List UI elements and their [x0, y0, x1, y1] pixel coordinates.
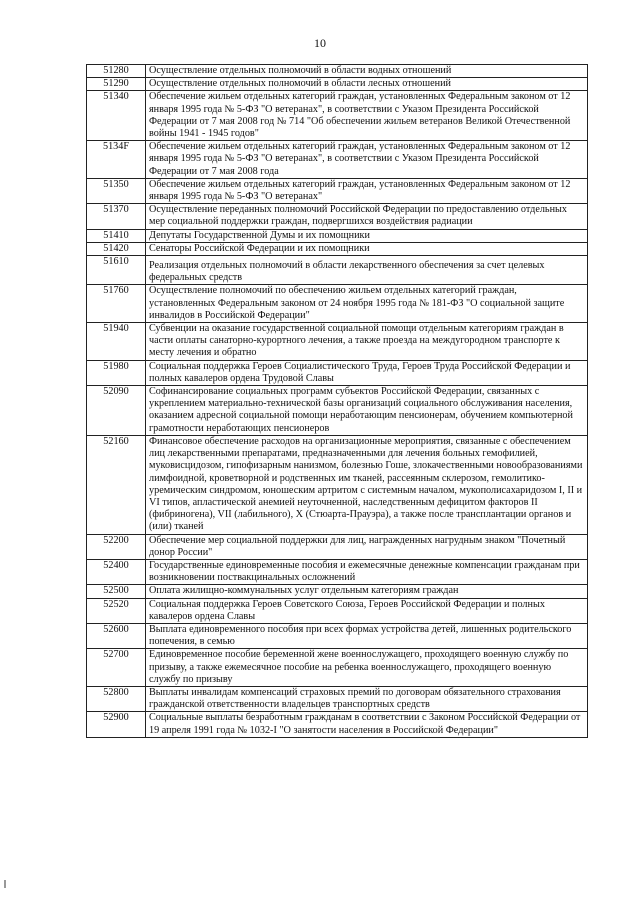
- row-description: Осуществление переданных полномочий Российской Федерации по предоставлению отдельных мер социальной поддержки граждан, подвергшихся воздействия радиации: [146, 204, 588, 229]
- table-row: [87, 386, 588, 436]
- table-row: [87, 242, 588, 255]
- row-description: Реализация отдельных полномочий в области лекарственного обеспечения за счет целевых федеральных средств: [146, 256, 588, 285]
- row-description: Социальная поддержка Героев Советского Союза, Героев Российской Федерации и полных кавалеров ордена Славы: [146, 598, 588, 623]
- row-description: Сенаторы Российской Федерации и их помощники: [146, 242, 588, 255]
- row-code: 51410: [87, 229, 146, 242]
- budget-code-table: [86, 64, 588, 738]
- table-row: [87, 141, 588, 179]
- row-code: 51370: [87, 204, 146, 229]
- row-code: 52520: [87, 598, 146, 623]
- row-description: Депутаты Государственной Думы и их помощники: [146, 229, 588, 242]
- row-description: Единовременное пособие беременной жене военнослужащего, проходящего военную службу по призыву, а также ежемесячное пособие на ребенка военнослужащего, проходящего военную службу по призыву: [146, 649, 588, 687]
- table-row: [87, 585, 588, 598]
- row-description: Осуществление отдельных полномочий в области водных отношений: [146, 65, 588, 78]
- table-row: [87, 323, 588, 361]
- row-code: 52700: [87, 649, 146, 687]
- row-code: 52800: [87, 686, 146, 711]
- row-code: 51760: [87, 285, 146, 323]
- table-row: [87, 559, 588, 584]
- row-description: Обеспечение жильем отдельных категорий граждан, установленных Федеральным законом от 12 января 1995 года № 5-ФЗ "О ветеранах", в соответствии с Указом Президента Российской Федерации от 7 мая 2008 года: [146, 141, 588, 179]
- row-code: 52200: [87, 534, 146, 559]
- page-number: 10: [314, 36, 326, 50]
- row-description: Софинансирование социальных программ субъектов Российской Федерации, связанных с укреплением материально-технической базы организаций социального обслуживания населения, оказанием адресной социальной помощи неработающим пенсионерам, обучением компьютерной грамотности неработающих пенсионеров: [146, 386, 588, 436]
- row-code: 52900: [87, 712, 146, 737]
- table-row: [87, 712, 588, 737]
- table-row: [87, 686, 588, 711]
- table-row: [87, 360, 588, 385]
- row-description: Оплата жилищно-коммунальных услуг отдельным категориям граждан: [146, 585, 588, 598]
- row-code: 51420: [87, 242, 146, 255]
- row-description: Выплата единовременного пособия при всех формах устройства детей, лишенных родительского попечения, в семью: [146, 623, 588, 648]
- row-code: 52160: [87, 435, 146, 534]
- row-description: Социальные выплаты безработным гражданам в соответствии с Законом Российской Федерации от 19 апреля 1991 года № 1032-I "О занятости населения в Российской Федерации": [146, 712, 588, 737]
- row-description: Выплаты инвалидам компенсаций страховых премий по договорам обязательного страхования гражданской ответственности владельцев транспортных средств: [146, 686, 588, 711]
- table-row: [87, 178, 588, 203]
- table-row: [87, 65, 588, 78]
- row-description: Субвенции на оказание государственной социальной помощи отдельным категориям граждан в части оплаты санаторно-курортного лечения, а также проезда на междугородном транспорте к месту лечения и обратно: [146, 323, 588, 361]
- row-code: 51290: [87, 78, 146, 91]
- table-row: [87, 229, 588, 242]
- row-code: 51610: [87, 256, 146, 285]
- table-row: [87, 204, 588, 229]
- row-description: Обеспечение жильем отдельных категорий граждан, установленных Федеральным законом от 12 января 1995 года № 5-ФЗ "О ветеранах": [146, 178, 588, 203]
- row-code: 52400: [87, 559, 146, 584]
- row-code: 52090: [87, 386, 146, 436]
- row-code: 51350: [87, 178, 146, 203]
- row-description: Государственные единовременные пособия и ежемесячные денежные компенсации гражданам при возникновении поствакцинальных осложнений: [146, 559, 588, 584]
- row-description: Социальная поддержка Героев Социалистического Труда, Героев Труда Российской Федерации и полных кавалеров ордена Трудовой Славы: [146, 360, 588, 385]
- table-row: [87, 78, 588, 91]
- table-row: [87, 435, 588, 534]
- table-row: [87, 285, 588, 323]
- table-row: [87, 91, 588, 141]
- table-row: [87, 534, 588, 559]
- table-row: [87, 623, 588, 648]
- table-row: [87, 649, 588, 687]
- row-description: Обеспечение мер социальной поддержки для лиц, награжденных нагрудным знаком "Почетный донор России": [146, 534, 588, 559]
- row-code: 51280: [87, 65, 146, 78]
- table-row: [87, 256, 588, 285]
- scan-artifact: [4, 880, 6, 888]
- row-code: 5134F: [87, 141, 146, 179]
- row-code: 51980: [87, 360, 146, 385]
- table-row: [87, 598, 588, 623]
- row-description: Осуществление отдельных полномочий в области лесных отношений: [146, 78, 588, 91]
- row-code: 51340: [87, 91, 146, 141]
- row-description: Осуществление полномочий по обеспечению жильем отдельных категорий граждан, установленных Федеральным законом от 24 ноября 1995 года № 181-ФЗ "О социальной защите инвалидов в Российской Федерации": [146, 285, 588, 323]
- row-code: 52600: [87, 623, 146, 648]
- row-description: Финансовое обеспечение расходов на организационные мероприятия, связанные с обеспечением лиц лекарственными препаратами, предназначенными для лечения больных гемофилией, муковисцидозом, гипофизарным нанизмом, болезнью Гоше, злокачественными новообразованиями лимфоидной, кроветворной и родственных им тканей, рассеянным склерозом, гемолитико-уремическим синдромом, юношеским артритом с системным началом, мукополисахаридозом I, II и VI типов, апластической анемией неуточненной, наследственным дефицитом факторов II (фибриногена), VII (лабильного), X (Стюарта-Прауэра), а также после трансплантации органов и (или) тканей: [146, 435, 588, 534]
- row-code: 52500: [87, 585, 146, 598]
- row-description: Обеспечение жильем отдельных категорий граждан, установленных Федеральным законом от 12 января 1995 года № 5-ФЗ "О ветеранах", в соответствии с Указом Президента Российской Федерации от 7 мая 2008 год № 714 "Об обеспечении жильем ветеранов Великой Отечественной войны 1941 - 1945 годов": [146, 91, 588, 141]
- row-code: 51940: [87, 323, 146, 361]
